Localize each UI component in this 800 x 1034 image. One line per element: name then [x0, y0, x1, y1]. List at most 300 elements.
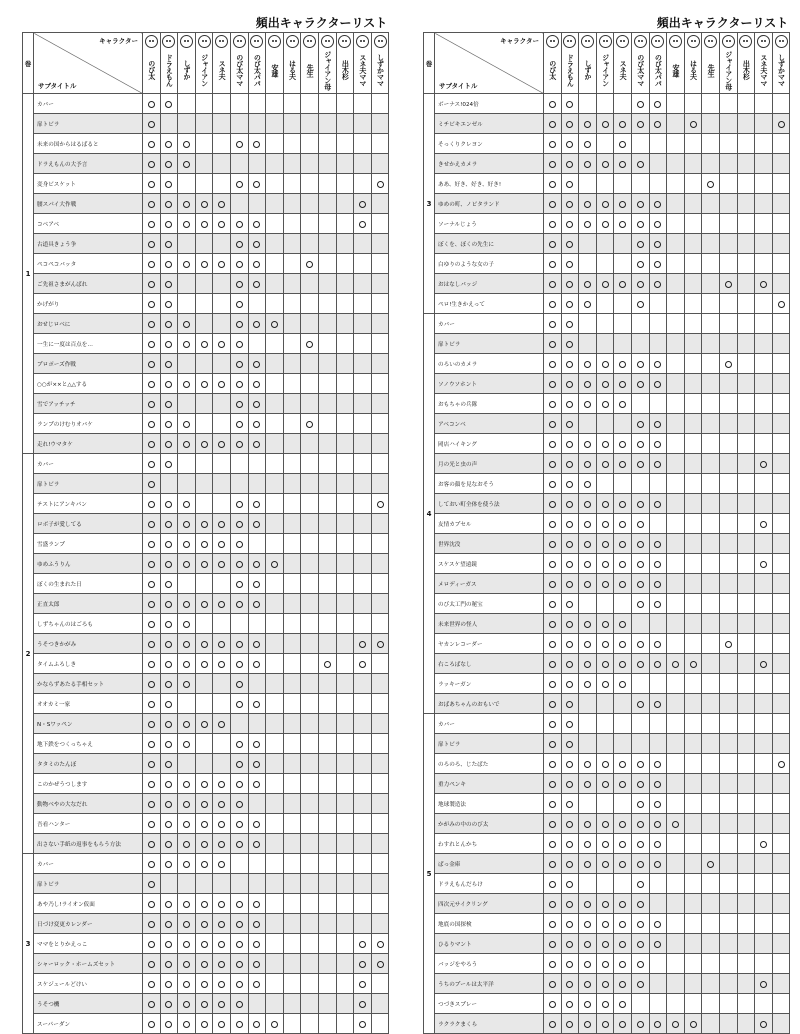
subtitle-cell: コベアベ	[34, 214, 143, 234]
character-table	[22, 32, 389, 1034]
appearance-cell	[160, 914, 178, 934]
appearance-circle-icon	[584, 941, 591, 948]
appearance-cell	[230, 154, 248, 174]
appearance-circle-icon	[602, 861, 609, 868]
appearance-circle-icon	[654, 1021, 661, 1028]
appearance-cell	[544, 934, 562, 954]
appearance-circle-icon	[148, 221, 155, 228]
subtitle-cell: 岡店ハイキング	[435, 434, 544, 454]
appearance-cell	[230, 114, 248, 134]
appearance-cell	[248, 614, 266, 634]
appearance-cell	[266, 914, 284, 934]
appearance-cell	[143, 934, 161, 954]
table-row	[424, 914, 790, 934]
appearance-cell	[178, 574, 196, 594]
appearance-cell	[649, 494, 667, 514]
appearance-cell	[318, 994, 336, 1014]
appearance-cell	[213, 294, 231, 314]
appearance-cell	[230, 394, 248, 414]
appearance-cell	[755, 374, 773, 394]
appearance-cell	[596, 234, 614, 254]
appearance-circle-icon	[201, 601, 208, 608]
appearance-cell	[579, 834, 597, 854]
appearance-cell	[596, 714, 614, 734]
appearance-cell	[318, 374, 336, 394]
appearance-cell	[160, 794, 178, 814]
appearance-cell	[318, 774, 336, 794]
appearance-circle-icon	[637, 281, 644, 288]
appearance-circle-icon	[602, 681, 609, 688]
appearance-cell	[614, 574, 632, 594]
appearance-cell	[579, 794, 597, 814]
appearance-cell	[667, 314, 685, 334]
appearance-cell	[544, 354, 562, 374]
character-header	[266, 33, 284, 94]
appearance-cell	[667, 214, 685, 234]
appearance-cell	[248, 834, 266, 854]
appearance-circle-icon	[253, 181, 260, 188]
character-face-icon	[321, 35, 334, 48]
appearance-cell	[371, 854, 389, 874]
appearance-circle-icon	[637, 881, 644, 888]
appearance-cell	[213, 474, 231, 494]
appearance-cell	[143, 894, 161, 914]
appearance-cell	[213, 194, 231, 214]
appearance-cell	[248, 154, 266, 174]
appearance-cell	[544, 874, 562, 894]
appearance-cell	[631, 614, 649, 634]
appearance-cell	[772, 994, 790, 1014]
appearance-cell	[230, 774, 248, 794]
table-row	[424, 1014, 790, 1034]
appearance-cell	[248, 874, 266, 894]
appearance-circle-icon	[271, 321, 278, 328]
appearance-circle-icon	[253, 701, 260, 708]
appearance-circle-icon	[236, 381, 243, 388]
appearance-cell	[195, 274, 213, 294]
subtitle-cell: おばあちゃんのおもいで	[435, 694, 544, 714]
appearance-cell	[631, 294, 649, 314]
subtitle-cell: ドラえもんだらけ	[435, 874, 544, 894]
appearance-circle-icon	[566, 141, 573, 148]
appearance-cell	[371, 314, 389, 334]
appearance-cell	[667, 894, 685, 914]
appearance-cell	[649, 734, 667, 754]
appearance-cell	[772, 454, 790, 474]
appearance-circle-icon	[566, 561, 573, 568]
appearance-cell	[702, 874, 720, 894]
appearance-cell	[160, 334, 178, 354]
page-right	[423, 14, 790, 1034]
appearance-cell	[614, 994, 632, 1014]
appearance-cell	[195, 114, 213, 134]
appearance-cell	[371, 914, 389, 934]
table-row	[23, 274, 389, 294]
table-row	[23, 374, 389, 394]
subtitle-cell: 雪盛ランプ	[34, 534, 143, 554]
appearance-circle-icon	[306, 261, 313, 268]
appearance-cell	[248, 694, 266, 714]
appearance-cell	[354, 334, 372, 354]
appearance-cell	[667, 754, 685, 774]
character-name: しずかママ	[376, 53, 385, 87]
appearance-cell	[631, 734, 649, 754]
appearance-circle-icon	[201, 341, 208, 348]
appearance-cell	[160, 654, 178, 674]
appearance-cell	[561, 534, 579, 554]
appearance-cell	[248, 374, 266, 394]
appearance-cell	[336, 614, 354, 634]
appearance-circle-icon	[584, 661, 591, 668]
appearance-circle-icon	[549, 821, 556, 828]
appearance-cell	[266, 774, 284, 794]
appearance-cell	[631, 794, 649, 814]
subtitle-cell: メロディーガス	[435, 574, 544, 594]
appearance-cell	[596, 674, 614, 694]
appearance-circle-icon	[148, 641, 155, 648]
appearance-cell	[614, 454, 632, 474]
appearance-cell	[544, 334, 562, 354]
appearance-circle-icon	[236, 401, 243, 408]
appearance-cell	[631, 254, 649, 274]
appearance-circle-icon	[165, 741, 172, 748]
appearance-cell	[354, 434, 372, 454]
appearance-cell	[631, 814, 649, 834]
appearance-cell	[336, 634, 354, 654]
appearance-cell	[354, 534, 372, 554]
appearance-cell	[230, 614, 248, 634]
appearance-circle-icon	[549, 561, 556, 568]
appearance-cell	[719, 874, 737, 894]
appearance-cell	[719, 954, 737, 974]
appearance-cell	[213, 1014, 231, 1034]
appearance-cell	[649, 614, 667, 634]
appearance-circle-icon	[566, 881, 573, 888]
appearance-circle-icon	[584, 381, 591, 388]
appearance-circle-icon	[183, 721, 190, 728]
appearance-circle-icon	[566, 801, 573, 808]
appearance-circle-icon	[619, 281, 626, 288]
appearance-circle-icon	[183, 841, 190, 848]
appearance-cell	[213, 814, 231, 834]
appearance-cell	[354, 354, 372, 374]
appearance-cell	[283, 534, 301, 554]
appearance-cell	[195, 774, 213, 794]
appearance-cell	[266, 94, 284, 114]
appearance-cell	[631, 1014, 649, 1034]
appearance-circle-icon	[165, 281, 172, 288]
appearance-cell	[579, 974, 597, 994]
appearance-cell	[371, 494, 389, 514]
appearance-cell	[283, 394, 301, 414]
appearance-cell	[195, 954, 213, 974]
appearance-circle-icon	[637, 861, 644, 868]
appearance-cell	[195, 654, 213, 674]
appearance-cell	[213, 994, 231, 1014]
appearance-cell	[755, 854, 773, 874]
appearance-circle-icon	[377, 641, 384, 648]
appearance-cell	[579, 194, 597, 214]
appearance-cell	[702, 274, 720, 294]
appearance-cell	[230, 674, 248, 694]
appearance-cell	[719, 334, 737, 354]
appearance-cell	[283, 714, 301, 734]
volume-number: 2	[23, 454, 34, 854]
appearance-cell	[248, 1014, 266, 1034]
appearance-circle-icon	[201, 641, 208, 648]
appearance-circle-icon	[707, 861, 714, 868]
appearance-circle-icon	[566, 381, 573, 388]
appearance-cell	[318, 614, 336, 634]
appearance-circle-icon	[602, 641, 609, 648]
appearance-circle-icon	[183, 381, 190, 388]
appearance-circle-icon	[236, 581, 243, 588]
appearance-cell	[614, 654, 632, 674]
appearance-cell	[336, 734, 354, 754]
appearance-circle-icon	[602, 441, 609, 448]
appearance-cell	[579, 314, 597, 334]
appearance-circle-icon	[201, 781, 208, 788]
appearance-cell	[702, 354, 720, 374]
volume-header: 巻	[424, 33, 435, 94]
appearance-circle-icon	[218, 201, 225, 208]
appearance-circle-icon	[760, 521, 767, 528]
appearance-cell	[544, 694, 562, 714]
appearance-cell	[336, 534, 354, 554]
appearance-cell	[336, 934, 354, 954]
appearance-cell	[283, 434, 301, 454]
appearance-cell	[684, 814, 702, 834]
appearance-cell	[195, 994, 213, 1014]
appearance-cell	[719, 134, 737, 154]
appearance-circle-icon	[236, 961, 243, 968]
appearance-cell	[544, 774, 562, 794]
appearance-cell	[755, 934, 773, 954]
appearance-cell	[667, 474, 685, 494]
appearance-circle-icon	[549, 201, 556, 208]
appearance-cell	[248, 314, 266, 334]
appearance-cell	[684, 434, 702, 454]
appearance-circle-icon	[236, 781, 243, 788]
appearance-cell	[160, 714, 178, 734]
appearance-circle-icon	[690, 1021, 697, 1028]
appearance-cell	[684, 834, 702, 854]
appearance-cell	[336, 854, 354, 874]
table-row	[23, 234, 389, 254]
appearance-cell	[230, 134, 248, 154]
appearance-circle-icon	[253, 641, 260, 648]
appearance-cell	[266, 554, 284, 574]
appearance-circle-icon	[218, 381, 225, 388]
appearance-cell	[354, 714, 372, 734]
table-row	[23, 894, 389, 914]
appearance-circle-icon	[165, 761, 172, 768]
appearance-circle-icon	[584, 641, 591, 648]
appearance-circle-icon	[236, 841, 243, 848]
appearance-cell	[248, 774, 266, 794]
appearance-cell	[702, 554, 720, 574]
subtitle-cell: 古道具きょう争	[34, 234, 143, 254]
appearance-cell	[649, 1014, 667, 1034]
appearance-circle-icon	[725, 641, 732, 648]
appearance-cell	[354, 834, 372, 854]
table-row	[23, 834, 389, 854]
appearance-cell	[667, 414, 685, 434]
appearance-cell	[614, 694, 632, 714]
subtitle-cell: このかぜうつします	[34, 774, 143, 794]
appearance-cell	[318, 354, 336, 374]
appearance-circle-icon	[549, 661, 556, 668]
character-face-icon	[687, 35, 700, 48]
appearance-cell	[561, 174, 579, 194]
appearance-cell	[596, 554, 614, 574]
appearance-cell	[579, 854, 597, 874]
appearance-cell	[544, 314, 562, 334]
appearance-cell	[579, 274, 597, 294]
appearance-cell	[195, 854, 213, 874]
appearance-circle-icon	[654, 661, 661, 668]
appearance-cell	[561, 874, 579, 894]
character-header	[596, 33, 614, 94]
appearance-cell	[667, 454, 685, 474]
appearance-circle-icon	[183, 941, 190, 948]
appearance-circle-icon	[566, 521, 573, 528]
appearance-cell	[160, 934, 178, 954]
appearance-circle-icon	[602, 401, 609, 408]
appearance-cell	[301, 814, 319, 834]
appearance-cell	[178, 414, 196, 434]
appearance-cell	[579, 234, 597, 254]
table-row	[424, 374, 790, 394]
appearance-cell	[230, 1014, 248, 1034]
appearance-cell	[283, 334, 301, 354]
character-face-icon	[546, 35, 559, 48]
subtitle-cell: ぼくの生まれた日	[34, 574, 143, 594]
appearance-cell	[266, 474, 284, 494]
appearance-circle-icon	[148, 661, 155, 668]
table-row	[23, 774, 389, 794]
appearance-circle-icon	[201, 801, 208, 808]
appearance-cell	[318, 234, 336, 254]
appearance-circle-icon	[707, 181, 714, 188]
appearance-circle-icon	[183, 221, 190, 228]
appearance-circle-icon	[165, 181, 172, 188]
appearance-cell	[195, 514, 213, 534]
appearance-circle-icon	[654, 541, 661, 548]
appearance-circle-icon	[566, 361, 573, 368]
appearance-cell	[614, 374, 632, 394]
appearance-cell	[702, 154, 720, 174]
appearance-cell	[614, 354, 632, 374]
appearance-cell	[266, 294, 284, 314]
table-row	[23, 754, 389, 774]
subtitle-cell: スーパーダン	[34, 1014, 143, 1034]
appearance-circle-icon	[236, 281, 243, 288]
appearance-circle-icon	[165, 661, 172, 668]
appearance-cell	[631, 474, 649, 494]
character-name: しずか	[182, 60, 191, 80]
appearance-cell	[631, 774, 649, 794]
appearance-cell	[213, 634, 231, 654]
character-name: のび太	[548, 60, 557, 80]
appearance-circle-icon	[602, 361, 609, 368]
appearance-cell	[667, 554, 685, 574]
appearance-cell	[213, 514, 231, 534]
appearance-circle-icon	[566, 421, 573, 428]
appearance-cell	[318, 974, 336, 994]
subtitle-cell: 走れ!ウマタケ	[34, 434, 143, 454]
table-row	[23, 294, 389, 314]
appearance-cell	[195, 334, 213, 354]
appearance-cell	[667, 434, 685, 454]
table-row	[424, 674, 790, 694]
appearance-cell	[301, 794, 319, 814]
appearance-circle-icon	[183, 501, 190, 508]
appearance-cell	[702, 314, 720, 334]
appearance-cell	[283, 514, 301, 534]
appearance-cell	[301, 414, 319, 434]
appearance-cell	[667, 374, 685, 394]
appearance-cell	[772, 934, 790, 954]
appearance-circle-icon	[183, 141, 190, 148]
appearance-cell	[213, 734, 231, 754]
appearance-cell	[213, 174, 231, 194]
appearance-cell	[614, 234, 632, 254]
appearance-cell	[230, 734, 248, 754]
appearance-cell	[266, 414, 284, 434]
appearance-circle-icon	[165, 401, 172, 408]
appearance-cell	[213, 334, 231, 354]
appearance-cell	[684, 694, 702, 714]
appearance-cell	[772, 294, 790, 314]
appearance-cell	[579, 134, 597, 154]
appearance-circle-icon	[566, 121, 573, 128]
subtitle-cell: 変身ビスケット	[34, 174, 143, 194]
appearance-cell	[283, 914, 301, 934]
appearance-cell	[318, 214, 336, 234]
appearance-cell	[195, 674, 213, 694]
appearance-cell	[772, 634, 790, 654]
appearance-circle-icon	[218, 261, 225, 268]
appearance-cell	[301, 614, 319, 634]
appearance-circle-icon	[165, 801, 172, 808]
appearance-circle-icon	[566, 281, 573, 288]
character-name: 出木杉	[742, 60, 751, 80]
appearance-cell	[248, 634, 266, 654]
character-header	[371, 33, 389, 94]
appearance-cell	[667, 954, 685, 974]
appearance-cell	[755, 554, 773, 574]
appearance-circle-icon	[165, 341, 172, 348]
appearance-cell	[614, 974, 632, 994]
appearance-cell	[719, 674, 737, 694]
appearance-circle-icon	[183, 441, 190, 448]
appearance-cell	[195, 194, 213, 214]
appearance-cell	[579, 934, 597, 954]
appearance-cell	[649, 714, 667, 734]
appearance-circle-icon	[637, 921, 644, 928]
appearance-cell	[336, 834, 354, 854]
appearance-cell	[702, 174, 720, 194]
appearance-cell	[667, 634, 685, 654]
appearance-cell	[667, 254, 685, 274]
character-face-icon	[634, 35, 647, 48]
appearance-cell	[371, 254, 389, 274]
appearance-cell	[301, 754, 319, 774]
appearance-cell	[596, 634, 614, 654]
appearance-cell	[631, 194, 649, 214]
appearance-circle-icon	[760, 841, 767, 848]
